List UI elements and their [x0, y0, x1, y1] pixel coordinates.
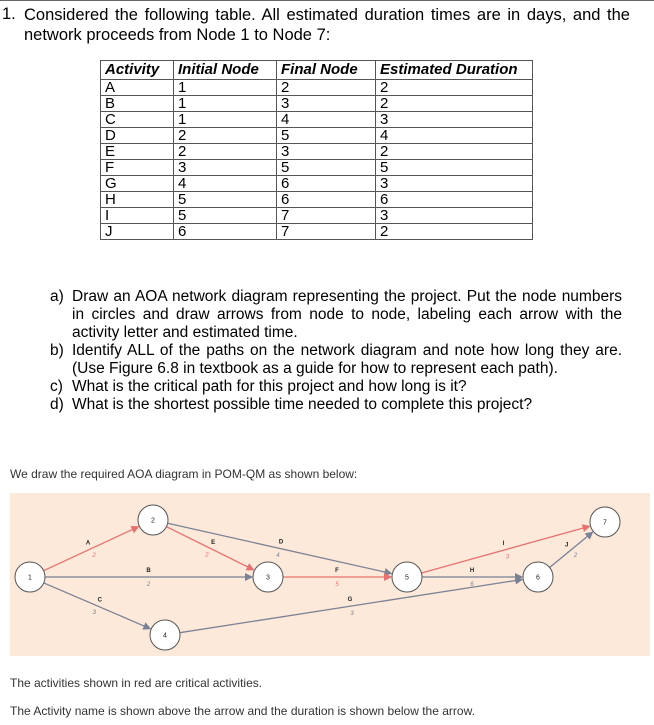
table-cell: 2: [277, 80, 376, 96]
table-row: [101, 208, 533, 224]
part-text: What is the critical path for this project and how long is it?: [72, 378, 467, 395]
arrow-label-b: B: [146, 568, 151, 574]
table-cell: B: [101, 96, 174, 112]
table-header-row: [101, 61, 533, 80]
table-cell: 5: [174, 208, 277, 224]
part-c: [50, 378, 622, 396]
answer-intro: We draw the required AOA diagram in POM-QM as shown below:: [10, 467, 358, 481]
arrow-label-g: G: [347, 597, 353, 604]
table-cell: F: [101, 160, 174, 176]
table-cell: 3: [376, 112, 533, 128]
part-text: What is the shortest possible time needed to complete this project?: [72, 396, 533, 413]
arrow-label-d: D: [278, 539, 284, 546]
part-label: c): [50, 378, 63, 395]
table-cell: 5: [277, 160, 376, 176]
table-cell: 3: [277, 144, 376, 160]
table-row: [101, 144, 533, 160]
arrow-label-j: J: [565, 542, 569, 549]
node-label: 4: [163, 632, 167, 640]
arrow-label-a: A: [85, 540, 91, 547]
arrow-j: [550, 532, 593, 567]
table-cell: A: [101, 80, 174, 96]
table-cell: J: [101, 224, 174, 240]
part-text: Identify ALL of the paths on the network diagram and note how long they are. (Use Figure 6.8 in textbook as a guide for how to represent each path).: [72, 342, 622, 377]
table-row: [101, 112, 533, 128]
table-cell: 1: [174, 80, 277, 96]
arrow-duration-b: 2: [146, 582, 151, 588]
node-3: [253, 562, 283, 592]
node-label: 2: [151, 517, 155, 525]
table-row: [101, 192, 533, 208]
arrow-label-c: C: [97, 597, 102, 604]
table-cell: 5: [277, 128, 376, 144]
table-cell: 6: [174, 224, 277, 240]
part-text: Draw an AOA network diagram representing the project. Put the node numbers in circles and draw arrows from node to node, labeling each arrow with the activity letter and estimated time.: [72, 288, 622, 341]
table-cell: 1: [174, 96, 277, 112]
table-cell: 3: [376, 176, 533, 192]
node-label: 6: [536, 574, 540, 582]
arrow-i: [421, 526, 589, 573]
arrow-duration-i: 3: [505, 554, 510, 561]
table-cell: 6: [277, 192, 376, 208]
arrow-label-i: I: [502, 540, 505, 547]
header-estimated-duration: Estimated Duration: [376, 61, 533, 80]
header-final-node: Final Node: [277, 61, 376, 80]
part-a: [50, 288, 622, 342]
table-cell: 3: [174, 160, 277, 176]
table-cell: I: [101, 208, 174, 224]
arrow-a: [44, 527, 139, 571]
table-cell: E: [101, 144, 174, 160]
node-1: [15, 562, 45, 592]
table-cell: D: [101, 128, 174, 144]
header-activity: Activity: [101, 61, 174, 80]
table-cell: 7: [277, 208, 376, 224]
arrow-duration-a: 2: [92, 553, 96, 560]
aoa-network-svg: [10, 493, 650, 656]
table-cell: 4: [174, 176, 277, 192]
table-cell: C: [101, 112, 174, 128]
table-cell: 6: [277, 176, 376, 192]
part-label: d): [50, 396, 64, 413]
part-d: [50, 396, 622, 414]
question-text: Considered the following table. All estimated duration times are in days, and the network proceeds from Node 1 to Node 7:: [24, 6, 630, 44]
part-label: a): [50, 288, 64, 305]
arrow-duration-g: 3: [350, 610, 354, 617]
arrow-duration-h: 6: [470, 582, 474, 588]
arrow-c: [44, 583, 151, 629]
activity-table: [100, 60, 533, 240]
table-row: [101, 160, 533, 176]
question-parts: [50, 288, 622, 414]
table-cell: 2: [376, 224, 533, 240]
node-6: [523, 562, 553, 592]
part-b: [50, 342, 622, 378]
table-cell: 4: [376, 128, 533, 144]
table-cell: H: [101, 192, 174, 208]
top-rule: [0, 0, 654, 1]
table-row: [101, 96, 533, 112]
table-cell: 4: [277, 112, 376, 128]
header-initial-node: Initial Node: [174, 61, 277, 80]
table-row: [101, 128, 533, 144]
table-cell: 1: [174, 112, 277, 128]
table-row: [101, 224, 533, 240]
arrow-label-f: F: [335, 568, 339, 574]
critical-note: The activities shown in red are critical activities.: [10, 676, 263, 690]
node-label: 7: [603, 519, 607, 527]
node-label: 3: [266, 574, 270, 582]
arrow-duration-j: 2: [573, 553, 578, 560]
table-cell: 2: [376, 80, 533, 96]
table-cell: 3: [277, 96, 376, 112]
arrow-d: [168, 523, 392, 573]
arrow-duration-c: 3: [92, 610, 96, 617]
table-cell: 5: [376, 160, 533, 176]
table-row: [101, 80, 533, 96]
table-cell: 2: [174, 144, 277, 160]
node-label: 5: [405, 574, 409, 582]
node-label: 1: [28, 574, 32, 582]
arrow-duration-e: 2: [205, 552, 209, 559]
node-7: [590, 507, 620, 537]
table-row: [101, 176, 533, 192]
table-cell: 7: [277, 224, 376, 240]
table-cell: 2: [376, 96, 533, 112]
table-cell: 6: [376, 192, 533, 208]
table-cell: 3: [376, 208, 533, 224]
node-5: [392, 562, 422, 592]
table-cell: 2: [376, 144, 533, 160]
node-2: [138, 505, 168, 535]
arrow-duration-d: 4: [276, 553, 280, 560]
node-4: [150, 620, 180, 650]
arrow-label-e: E: [211, 540, 216, 547]
arrow-duration-f: 5: [335, 582, 339, 588]
table-cell: 5: [174, 192, 277, 208]
part-label: b): [50, 342, 64, 359]
label-note: The Activity name is shown above the arrow and the duration is shown below the arrow.: [10, 704, 475, 718]
table-cell: G: [101, 176, 174, 192]
aoa-diagram: [10, 493, 650, 656]
table-cell: 2: [174, 128, 277, 144]
arrow-label-h: H: [469, 568, 475, 574]
question-number: 1.: [2, 5, 16, 23]
